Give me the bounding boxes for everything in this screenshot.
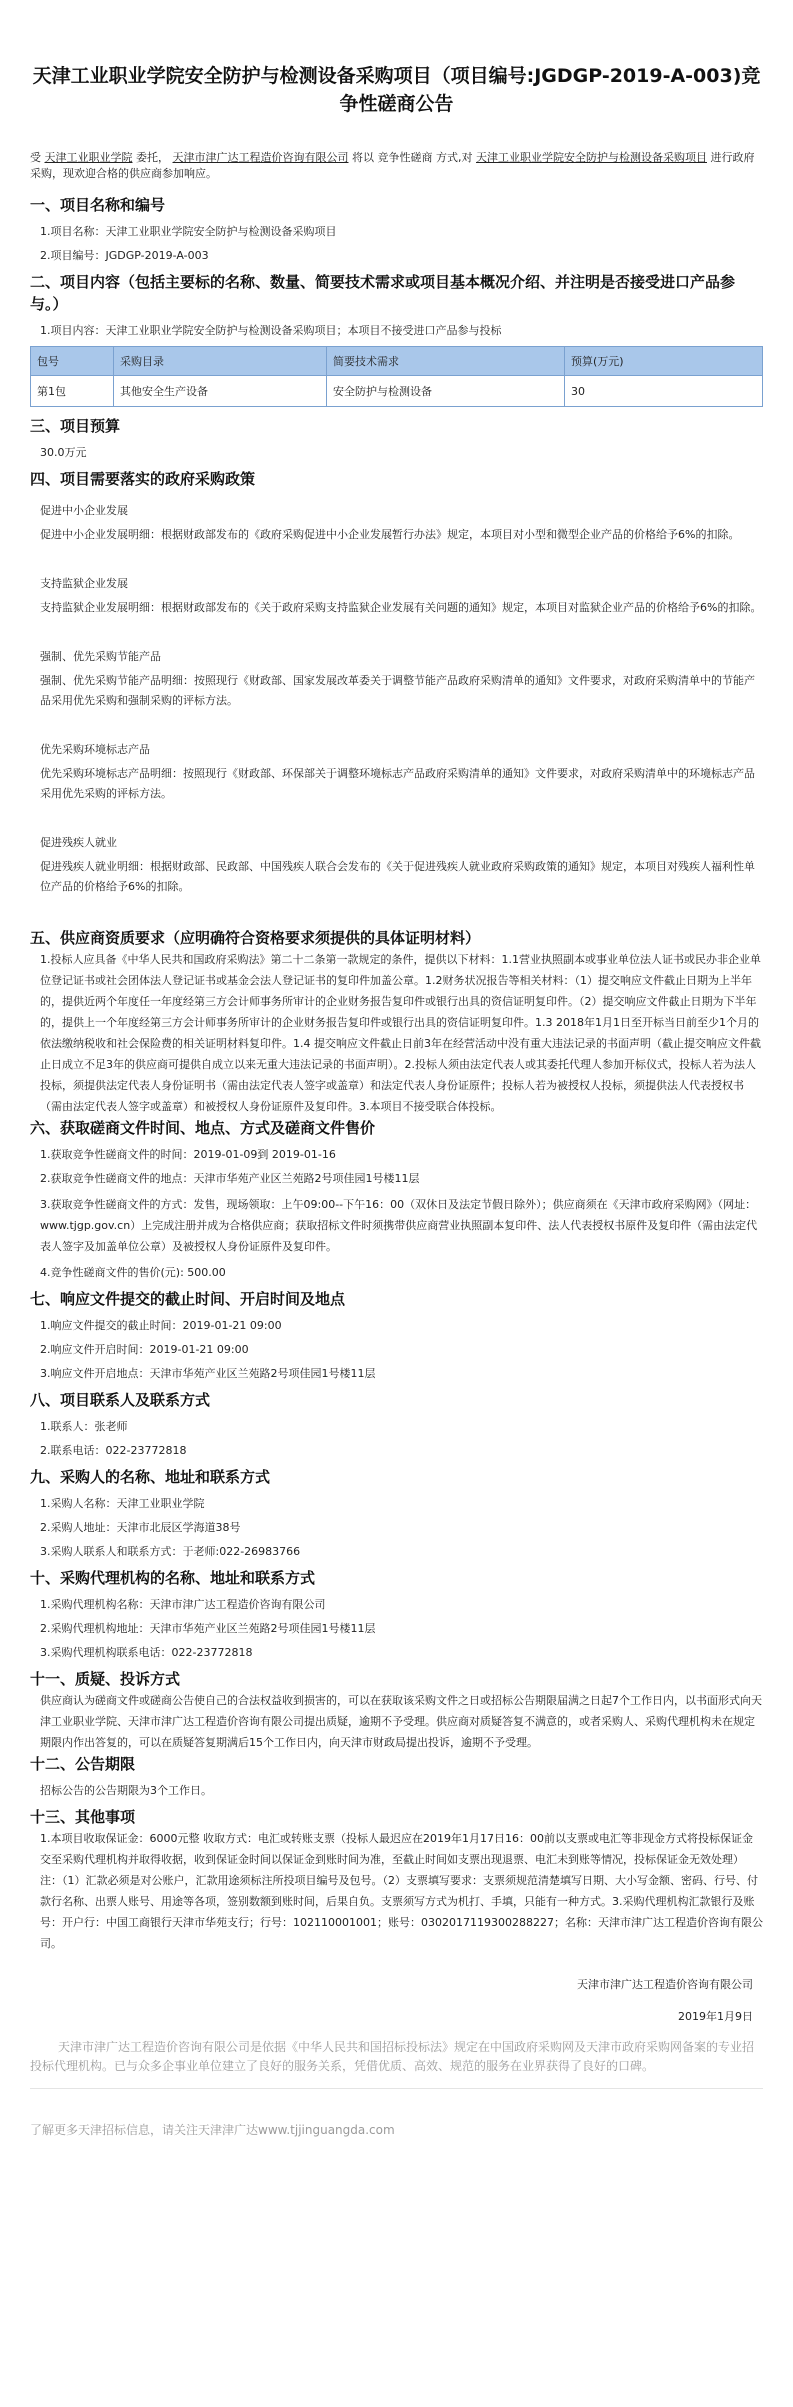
section-4 <box>30 468 763 897</box>
policy-title: 支持监狱企业发展 <box>40 577 128 590</box>
table-cell: 第1包 <box>31 376 114 407</box>
table-header: 包号 <box>31 347 114 376</box>
section-heading: 十、采购代理机构的名称、地址和联系方式 <box>30 1569 316 1587</box>
publish-date: 2019年1月9日 <box>678 2010 753 2023</box>
section-item: 1.响应文件提交的截止时间：2019-01-21 09:00 <box>40 1319 282 1332</box>
section-7 <box>30 1288 763 1382</box>
intro-text-2: 委托， <box>136 151 169 164</box>
budget-value: 30.0万元 <box>40 446 87 459</box>
section-heading: 二、项目内容（包括主要标的名称、数量、简要技术需求或项目基本概况介绍、并注明是否接受进口产品参与。） <box>30 273 736 313</box>
policy-body: 强制、优先采购节能产品明细：按照现行《财政部、国家发展改革委关于调整节能产品政府采购清单的通知》文件要求，对政府采购清单中的节能产品采用优先采购和强制采购的评标方法。 <box>40 674 755 707</box>
section-8 <box>30 1389 763 1459</box>
intro-text-1: 受 <box>30 151 41 164</box>
company-about: 天津市津广达工程造价咨询有限公司是依据《中华人民共和国招标投标法》规定在中国政府采购网及天津市政府采购网备案的专业招投标代理机构。已与众多企事业单位建立了良好的服务关系，凭借优质、高效、规范的服务在业界获得了良好的口碑。 <box>30 2040 755 2073</box>
policy-title: 强制、优先采购节能产品 <box>40 650 161 663</box>
section-item: 1.获取竞争性磋商文件的时间：2019-01-09到 2019-01-16 <box>40 1148 336 1161</box>
table-header-row <box>31 347 763 376</box>
complaint-text: 供应商认为磋商文件或磋商公告使自己的合法权益收到损害的，可以在获取该采购文件之日或招标公告期限届满之日起7个工作日内，以书面形式向天津工业职业学院、天津市津广达工程造价咨询有限公司提出质疑，逾期不予受理。供应商对质疑答复不满意的，或者采购人、采购代理机构未在规定期限内作出答复的，可以在质疑答复期满后15个工作日内，向天津市财政局提出投诉，逾期不予受理。 <box>40 1694 762 1749</box>
section-heading: 一、项目名称和编号 <box>30 196 166 214</box>
section-9 <box>30 1466 763 1560</box>
intro-text-3: 将以 竞争性磋商 方式,对 <box>352 151 473 164</box>
section-heading: 七、响应文件提交的截止时间、开启时间及地点 <box>30 1290 346 1308</box>
policy-body: 优先采购环境标志产品明细：按照现行《财政部、环保部关于调整环境标志产品政府采购清单的通知》文件要求，对政府采购清单中的环境标志产品采用优先采购的评标方法。 <box>40 767 755 800</box>
section-item: 3.采购人联系人和联系方式：于老师:022-26983766 <box>40 1545 301 1558</box>
section-2 <box>30 271 763 407</box>
section-item: 1.采购人名称：天津工业职业学院 <box>40 1497 205 1510</box>
section-item: 1.联系人：张老师 <box>40 1420 128 1433</box>
policy-title: 促进残疾人就业 <box>40 836 117 849</box>
agency-name: 天津市津广达工程造价咨询有限公司 <box>172 151 349 164</box>
section-heading: 十二、公告期限 <box>30 1755 136 1773</box>
qualification-text: 1.投标人应具备《中华人民共和国政府采购法》第二十二条第一款规定的条件，提供以下材料：1.1营业执照副本或事业单位法人证书或民办非企业单位登记证书或社会团体法人登记证书或基金会法人登记证书的复印件加盖公章。1.2财务状况报告等相关材料：（1）提交响应文件截止日期为上半年的，提供近两个年度任一年度经第三方会计师事务所审计的企业财务报告复印件或银行出具的资信证明复印件。（2）提交响应文件截止日期为下半年的，提供上一个年度经第三方会计师事务所审计的企业财务报告复印件或银行出具的资信证明复印件。1.3 2018年1月1日至开标当日前至少1个月的依法缴纳税收和社会保险费的相关证明材料复印件。1.4 提交响应文件截止日前3年在经营活动中没有重大违法记录的书面声明（截止提交响应文件截止日成立不足3年的供应商可提供自成立以来无重大违法记录的书面声明）。2.投标人须由法定代表人或其委托代理人参加开标仪式，投标人若为法人投标，须提供法定代表人身份证明书（需由法定代表人签字或盖章）和法定代表人身份证原件；投标人若为被授权人投标，须提供法人代表授权书（需由法定代表人签字或盖章）和被授权人身份证原件及复印件。3.本项目不接受联合体投标。 <box>40 953 761 1113</box>
section-item: 3.获取竞争性磋商文件的方式：发售，现场领取：上午09:00--下午16：00（双休日及法定节假日除外）；供应商须在《天津市政府采购网》（网址：www.tjgp.gov.cn）上完成注册并成为合格供应商；获取招标文件时须携带供应商营业执照副本复印件、法人代表授权书原件及复印件（需由法定代表人签字及加盖单位公章）及被授权人身份证原件及复印件。 <box>40 1198 758 1253</box>
section-6 <box>30 1117 763 1281</box>
section-item: 4.竞争性磋商文件的售价(元): 500.00 <box>40 1266 226 1279</box>
section-item: 1.项目名称：天津工业职业学院安全防护与检测设备采购项目 <box>40 225 337 238</box>
policy-body: 支持监狱企业发展明细：根据财政部发布的《关于政府采购支持监狱企业发展有关问题的通知》规定，本项目对监狱企业产品的价格给予6%的扣除。 <box>40 601 762 614</box>
table-cell: 安全防护与检测设备 <box>327 376 565 407</box>
intro-text-4: 进行政府采购，现欢迎合格的供应商参加响应。 <box>30 151 755 180</box>
more-info-link[interactable]: 了解更多天津招标信息，请关注天津津广达www.tjjinguangda.com <box>30 2123 395 2137</box>
section-item: 2.项目编号：JGDGP-2019-A-003 <box>40 249 209 262</box>
other-matters-text: 1.本项目收取保证金：6000元整 收取方式：电汇或转账支票（投标人最迟应在2019年1月17日16：00前以支票或电汇等非现金方式将投标保证金交至采购代理机构并取得收据，收到保证金时间以保证金到账时间为准，至截止时间如支票出现退票、电汇未到账等情况，投标保证金无效处理）注：（1）汇款必须是对公账户，汇款用途须标注所投项目编号及包号。（2）支票填写要求：支票须规范清楚填写日期、大小写金额、密码、行号、付款行名称、出票人账号、用途等各项，签别数额到账时间，后果自负。支票须写方式为机打、手填，只能有一种方式。3.采购代理机构汇款银行及账号：开户行：中国工商银行天津市华苑支行；行号：102110001001；账号：0302017119300288227；名称：天津市津广达工程造价咨询有限公司。 <box>40 1832 763 1950</box>
section-heading: 十一、质疑、投诉方式 <box>30 1670 181 1688</box>
package-table <box>30 346 763 407</box>
section-3 <box>30 415 763 461</box>
signature: 天津市津广达工程造价咨询有限公司 <box>577 1978 753 1991</box>
section-heading: 六、获取磋商文件时间、地点、方式及磋商文件售价 <box>30 1119 376 1137</box>
policy-title: 优先采购环境标志产品 <box>40 743 150 756</box>
intro-paragraph <box>30 150 763 182</box>
table-header: 简要技术需求 <box>327 347 565 376</box>
section-heading: 九、采购人的名称、地址和联系方式 <box>30 1468 271 1486</box>
purchaser-name: 天津工业职业学院 <box>44 151 133 164</box>
section-heading: 八、项目联系人及联系方式 <box>30 1391 211 1409</box>
section-item: 2.采购代理机构地址：天津市华苑产业区兰苑路2号项佳园1号楼11层 <box>40 1622 376 1635</box>
section-5 <box>30 927 763 1117</box>
section-item: 2.采购人地址：天津市北辰区学海道38号 <box>40 1521 241 1534</box>
section-heading: 十三、其他事项 <box>30 1808 136 1826</box>
section-heading: 四、项目需要落实的政府采购政策 <box>30 470 256 488</box>
section-1 <box>30 194 763 264</box>
section-10 <box>30 1567 763 1661</box>
section-item: 3.采购代理机构联系电话：022-23772818 <box>40 1646 253 1659</box>
table-cell: 30 <box>565 376 763 407</box>
policy-body: 促进中小企业发展明细：根据财政部发布的《政府采购促进中小企业发展暂行办法》规定，本项目对小型和微型企业产品的价格给予6%的扣除。 <box>40 528 740 541</box>
section-heading: 三、项目预算 <box>30 417 121 435</box>
section-item: 2.响应文件开启时间：2019-01-21 09:00 <box>40 1343 249 1356</box>
table-header: 预算(万元) <box>565 347 763 376</box>
table-cell: 其他安全生产设备 <box>114 376 327 407</box>
section-12 <box>30 1753 763 1799</box>
section-13 <box>30 1806 763 1954</box>
section-item: 2.获取竞争性磋商文件的地点：天津市华苑产业区兰苑路2号项佳园1号楼11层 <box>40 1172 420 1185</box>
policy-body: 促进残疾人就业明细：根据财政部、民政部、中国残疾人联合会发布的《关于促进残疾人就业政府采购政策的通知》规定，本项目对残疾人福利性单位产品的价格给予6%的扣除。 <box>40 860 755 893</box>
section-heading: 五、供应商资质要求（应明确符合资格要求须提供的具体证明材料） <box>30 929 481 947</box>
section-item: 3.响应文件开启地点：天津市华苑产业区兰苑路2号项佳园1号楼11层 <box>40 1367 376 1380</box>
announcement-document <box>30 62 763 2150</box>
page-title: 天津工业职业学院安全防护与检测设备采购项目（项目编号:JGDGP-2019-A-003)竞争性磋商公告 <box>32 65 761 115</box>
table-header: 采购目录 <box>114 347 327 376</box>
notice-period-text: 招标公告的公告期限为3个工作日。 <box>40 1784 212 1797</box>
section-11 <box>30 1668 763 1753</box>
section-item: 1.项目内容：天津工业职业学院安全防护与检测设备采购项目；本项目不接受进口产品参与投标 <box>40 324 502 337</box>
table-row <box>31 376 763 407</box>
policy-title: 促进中小企业发展 <box>40 504 128 517</box>
divider <box>30 2088 763 2089</box>
project-name: 天津工业职业学院安全防护与检测设备采购项目 <box>476 151 707 164</box>
section-item: 1.采购代理机构名称：天津市津广达工程造价咨询有限公司 <box>40 1598 326 1611</box>
section-item: 2.联系电话：022-23772818 <box>40 1444 187 1457</box>
